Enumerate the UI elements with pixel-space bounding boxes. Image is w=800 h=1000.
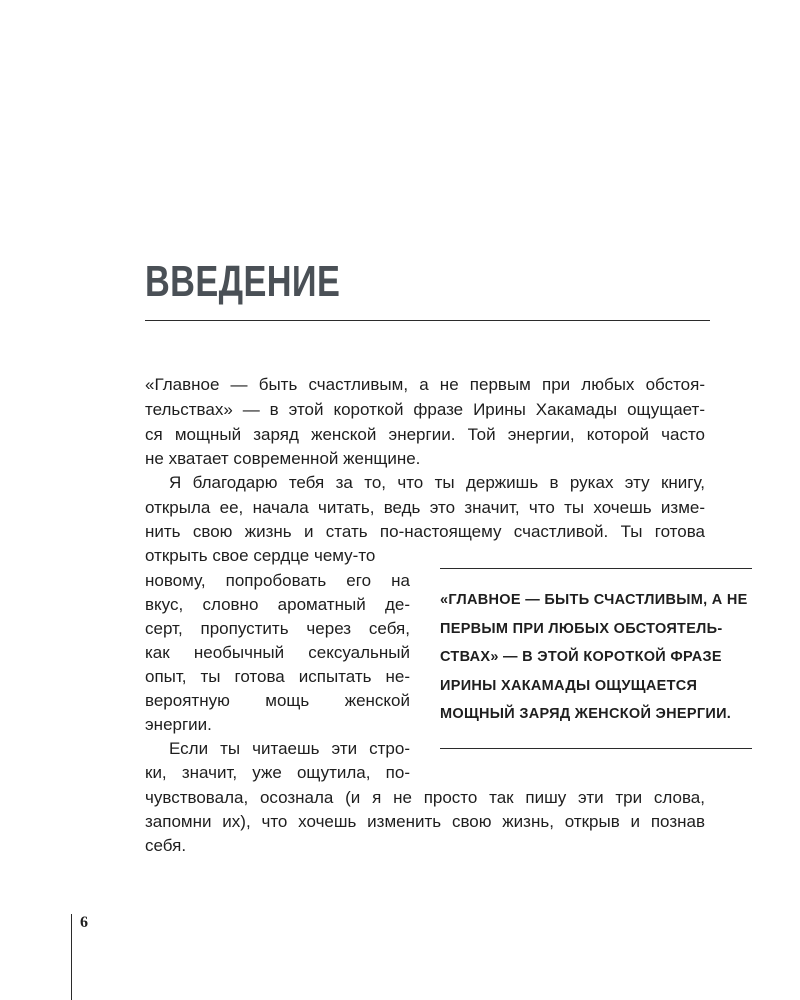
body-line: ки, значит, уже ощутила, по-: [145, 763, 410, 782]
pull-quote-line: «ГЛАВНОЕ — БЫТЬ СЧАСТЛИВЫМ, А НЕ: [440, 592, 748, 608]
page-number: 6: [80, 914, 88, 931]
body-line: серт, пропустить через себя,: [145, 619, 410, 638]
body-line: как необычный сексуальный: [145, 643, 410, 662]
page-number-rule: [71, 914, 72, 1000]
body-line: ся мощный заряд женской энергии. Той энергии, которой часто: [145, 425, 705, 444]
pull-quote-line: ИРИНЫ ХАКАМАДЫ ОЩУЩАЕТСЯ: [440, 677, 698, 694]
body-line: не хватает современной женщине.: [145, 449, 421, 468]
body-line: вкус, словно ароматный де-: [145, 595, 410, 614]
pull-quote-line: СТВАХ» — В ЭТОЙ КОРОТКОЙ ФРАЗЕ: [440, 649, 722, 665]
chapter-title: ВВЕДЕНИЕ: [145, 257, 341, 306]
body-line: «Главное — быть счастливым, а не первым при любых обстоя-: [145, 375, 705, 394]
body-line: Я благодарю тебя за то, что ты держишь в руках эту книгу,: [169, 473, 705, 492]
pull-quote: [440, 568, 752, 749]
body-line: тельствах» — в этой короткой фразе Ирины Хакамады ощущает-: [145, 400, 705, 419]
pull-quote-line: ПЕРВЫМ ПРИ ЛЮБЫХ ОБСТОЯТЕЛЬ-: [440, 620, 723, 637]
body-line: открыть свое сердце чему-то: [145, 546, 376, 565]
body-line: новому, попробовать его на: [145, 571, 410, 590]
body-line: чувствовала, осознала (и я не просто так пишу эти три слова,: [145, 788, 705, 807]
body-line: себя.: [145, 836, 187, 855]
title-divider: [145, 320, 710, 321]
pull-quote-line: МОЩНЫЙ ЗАРЯД ЖЕНСКОЙ ЭНЕРГИИ.: [440, 706, 732, 722]
body-line: опыт, ты готова испытать не-: [145, 667, 410, 686]
body-line: нить свою жизнь и стать по-настоящему счастливой. Ты готова: [145, 522, 705, 541]
body-line: открыла ее, начала читать, ведь это значит, что ты хочешь изме-: [145, 498, 705, 517]
body-line: запомни их), что хочешь изменить свою жизнь, открыв и познав: [145, 812, 705, 831]
body-line: Если ты читаешь эти стро-: [169, 739, 410, 758]
body-line: энергии.: [145, 715, 212, 734]
body-line: вероятную мощь женской: [145, 691, 410, 710]
